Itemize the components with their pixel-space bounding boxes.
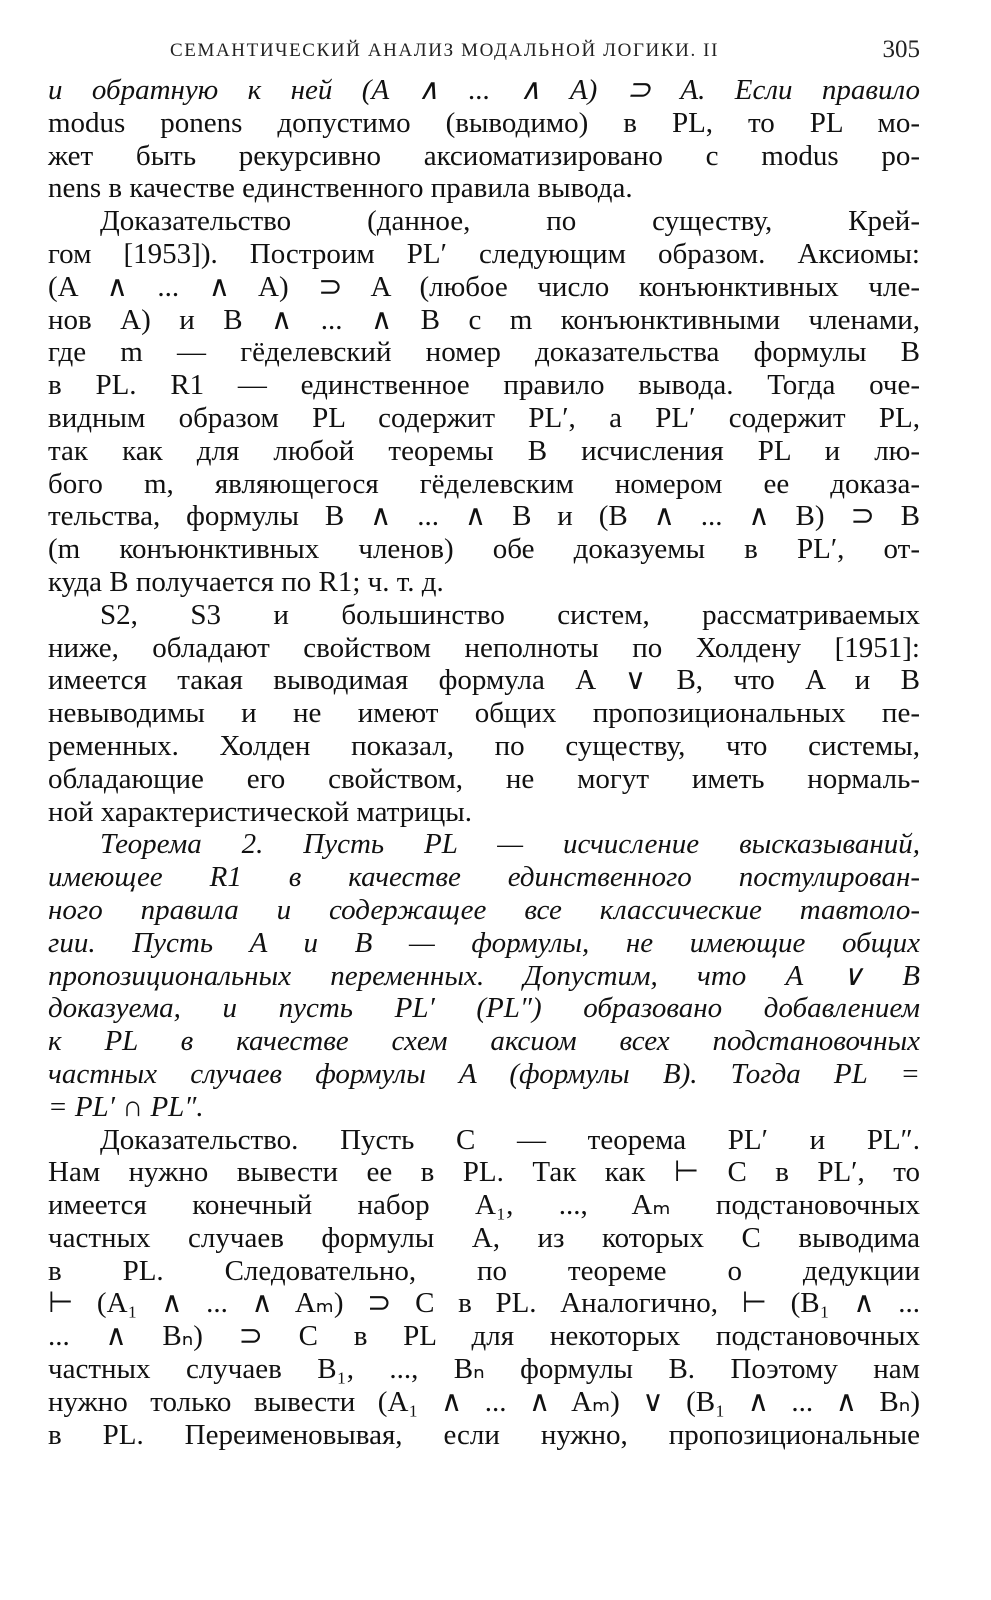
text-line: ⊢ (A₁ ∧ ... ∧ Aₘ) ⊃ C в PL. Аналогично, ⊢ (B₁ ∧ ... xyxy=(48,1287,920,1320)
paragraph-holden xyxy=(48,599,920,829)
text-line: modus ponens допустимо (выводимо) в PL, то PL мо- xyxy=(48,106,920,139)
text-line: видным образом PL содержит PL′, а PL′ содержит PL, xyxy=(48,401,920,434)
text-line: Доказательство (данное, по существу, Крей- xyxy=(100,205,920,238)
text-line: в PL. R1 — единственное правило вывода. Тогда оче- xyxy=(48,369,920,402)
text-line: частных случаев формулы A (формулы B). Тогда PL = xyxy=(48,1057,920,1090)
text-line: (A ∧ ... ∧ A) ⊃ A (любое число конъюнктивных чле- xyxy=(48,270,920,303)
text-line: куда B получается по R1; ч. т. д. xyxy=(48,565,444,598)
text-line: гии. Пусть A и B — формулы, не имеющие общих xyxy=(48,926,920,959)
text-line: бого m, являющегося гёделевским номером ее доказа- xyxy=(48,467,920,500)
body-text xyxy=(48,74,920,1451)
paragraph-proof-2 xyxy=(48,1124,920,1452)
text-line: в PL. Следовательно, по теореме о дедукции xyxy=(48,1254,920,1287)
text-line: ной характеристической матрицы. xyxy=(48,795,472,828)
paragraph-theorem-continuation xyxy=(48,74,920,205)
text-line: гом [1953]). Построим PL′ следующим образом. Аксиомы: xyxy=(48,237,920,270)
text-line: Теорема 2. Пусть PL — исчисление высказываний, xyxy=(100,828,920,861)
text-line: частных случаев B₁, ..., Bₙ формулы B. Поэтому нам xyxy=(48,1353,920,1386)
page-number: 305 xyxy=(882,36,920,63)
text-line: доказуема, и пусть PL′ (PL″) образовано добавлением xyxy=(48,992,920,1025)
text-line: и обратную к ней (A ∧ ... ∧ A) ⊃ A. Если правило xyxy=(48,74,920,106)
text-line: пропозициональных переменных. Допустим, что A ∨ B xyxy=(48,959,920,992)
paragraph-theorem-2 xyxy=(48,828,920,1123)
text-line: nens в качестве единственного правила вывода. xyxy=(48,172,633,205)
text-line: = PL′ ∩ PL″. xyxy=(48,1090,204,1123)
text-line: обладающие его свойством, не могут иметь нормаль- xyxy=(48,762,920,795)
text-line: в PL. Переименовывая, если нужно, пропозициональные xyxy=(48,1418,920,1451)
text-line: так как для любой теоремы B исчисления PL и лю- xyxy=(48,434,920,467)
text-line: S2, S3 и большинство систем, рассматриваемых xyxy=(100,598,920,631)
text-line: тельства, формулы B ∧ ... ∧ B и (B ∧ ... ∧ B) ⊃ B xyxy=(48,500,920,533)
text-line: ного правила и содержащее все классические тавтоло- xyxy=(48,893,920,926)
text-line: ... ∧ Bₙ) ⊃ C в PL для некоторых подстановочных xyxy=(48,1320,920,1353)
text-line: (m конъюнктивных членов) обе доказуемы в PL′, от- xyxy=(48,533,920,566)
text-line: Нам нужно вывести ее в PL. Так как ⊢ C в PL′, то xyxy=(48,1156,920,1189)
paragraph-proof-1 xyxy=(48,205,920,599)
running-title: СЕМАНТИЧЕСКИЙ АНАЛИЗ МОДАЛЬНОЙ ЛОГИКИ. II xyxy=(170,40,719,61)
text-line: невыводимы и не имеют общих пропозициональных пе- xyxy=(48,697,920,730)
text-line: нужно только вывести (A₁ ∧ ... ∧ Aₘ) ∨ (B₁ ∧ ... ∧ Bₙ) xyxy=(48,1385,920,1418)
text-line: ниже, обладают свойством неполноты по Холдену [1951]: xyxy=(48,631,920,664)
text-line: Доказательство. Пусть C — теорема PL′ и PL″. xyxy=(100,1123,920,1156)
book-page xyxy=(48,30,920,1451)
text-line: частных случаев формулы A, из которых C выводима xyxy=(48,1221,920,1254)
text-line: жет быть рекурсивно аксиоматизировано с modus po- xyxy=(48,139,920,172)
text-line: к PL в качестве схем аксиом всех подстановочных xyxy=(48,1025,920,1058)
text-line: имеется такая выводимая формула A ∨ B, что A и B xyxy=(48,664,920,697)
running-header xyxy=(48,30,920,74)
text-line: где m — гёделевский номер доказательства формулы B xyxy=(48,336,920,369)
text-line: имеется конечный набор A₁, ..., Aₘ подстановочных xyxy=(48,1189,920,1222)
text-line: имеющее R1 в качестве единственного постулирован- xyxy=(48,861,920,894)
text-line: нов A) и B ∧ ... ∧ B с m конъюнктивными членами, xyxy=(48,303,920,336)
text-line: ременных. Холден показал, по существу, что системы, xyxy=(48,729,920,762)
